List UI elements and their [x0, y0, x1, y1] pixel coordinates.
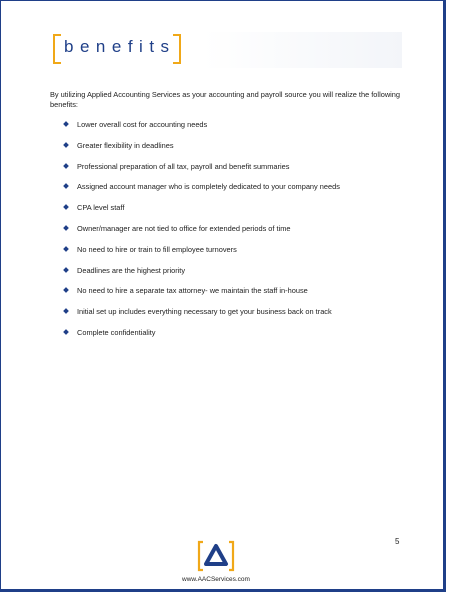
- left-bracket: [53, 34, 61, 64]
- benefit-text: Deadlines are the highest priority: [77, 265, 186, 275]
- benefit-text: Initial set up includes everything necessary to get your business back on track: [77, 307, 332, 317]
- benefit-text: Lower overall cost for accounting needs: [77, 120, 208, 129]
- benefit-text: Professional preparation of all tax, payroll and benefit summaries: [77, 161, 290, 171]
- benefit-text: Greater flexibility in deadlines: [77, 140, 174, 150]
- website-url: www.AACServices.com: [182, 576, 250, 583]
- benefit-text: No need to hire a separate tax attorney- we maintain the staff in-house: [77, 286, 308, 296]
- page-title: benefits: [64, 37, 176, 56]
- benefit-text: Owner/manager are not tied to office for extended periods of time: [77, 223, 291, 233]
- benefit-text: Complete confidentiality: [77, 327, 156, 337]
- intro-paragraph: By utilizing Applied Accounting Services as your accounting and payroll source you will realize the following benefits:: [50, 90, 401, 109]
- benefit-text: Assigned account manager who is completely dedicated to your company needs: [77, 182, 340, 192]
- company-logo-icon: [196, 539, 236, 573]
- benefit-text: CPA level staff: [77, 203, 125, 213]
- page-number: 5: [395, 537, 400, 546]
- right-bracket: [173, 34, 181, 64]
- benefit-text: No need to hire or train to fill employee turnovers: [77, 244, 237, 254]
